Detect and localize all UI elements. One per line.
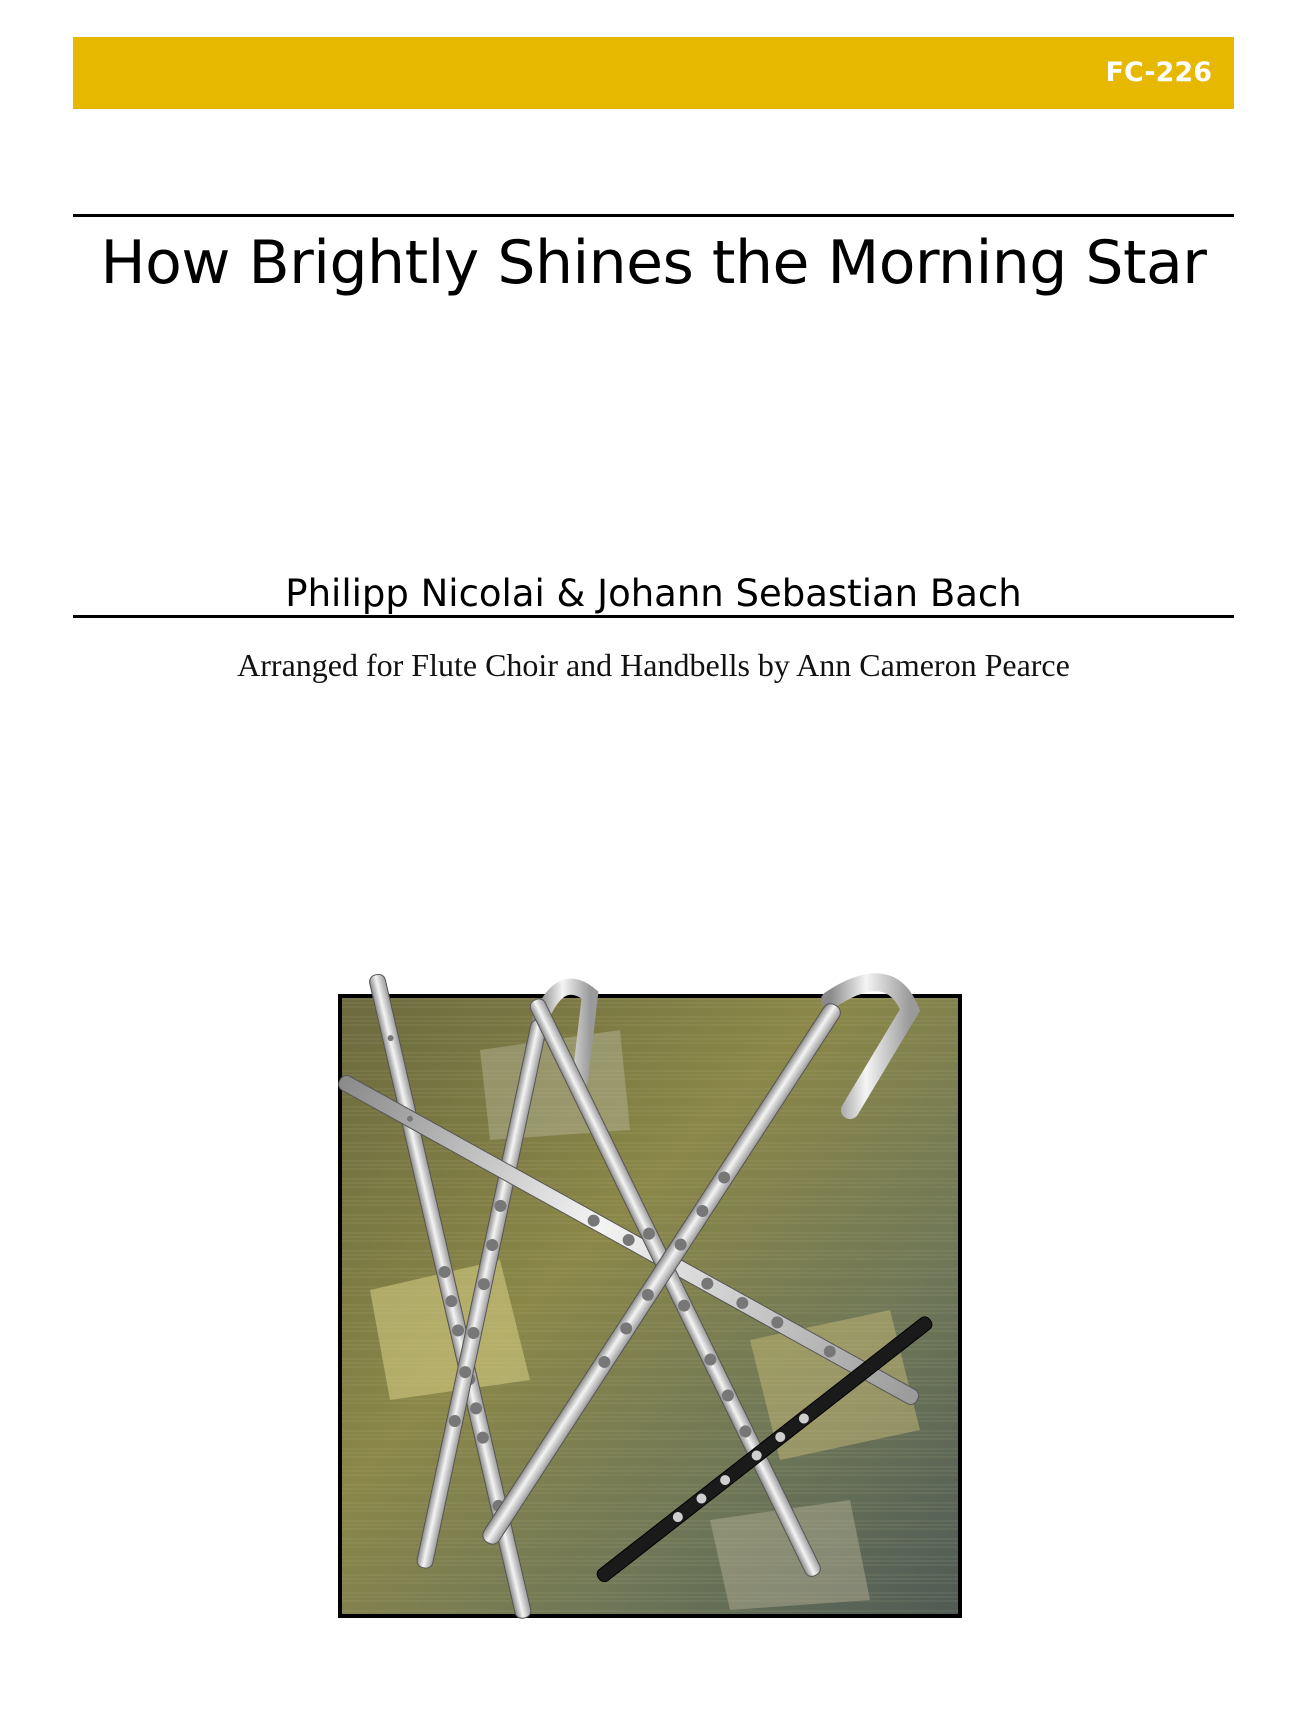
- title-rule: [73, 214, 1234, 217]
- composer-line: Philipp Nicolai & Johann Sebastian Bach: [285, 572, 1022, 615]
- cover-artwork: [330, 960, 1000, 1650]
- flutes-illustration: [330, 960, 1000, 1650]
- page-title: How Brightly Shines the Morning Star: [100, 228, 1207, 298]
- arranger-line: Arranged for Flute Choir and Handbells by Ann Cameron Pearce: [237, 647, 1070, 683]
- composer-rule: [73, 615, 1234, 618]
- header-banner: [73, 37, 1234, 109]
- catalog-number: FC-226: [1105, 57, 1212, 88]
- banner-bar: [73, 37, 1234, 109]
